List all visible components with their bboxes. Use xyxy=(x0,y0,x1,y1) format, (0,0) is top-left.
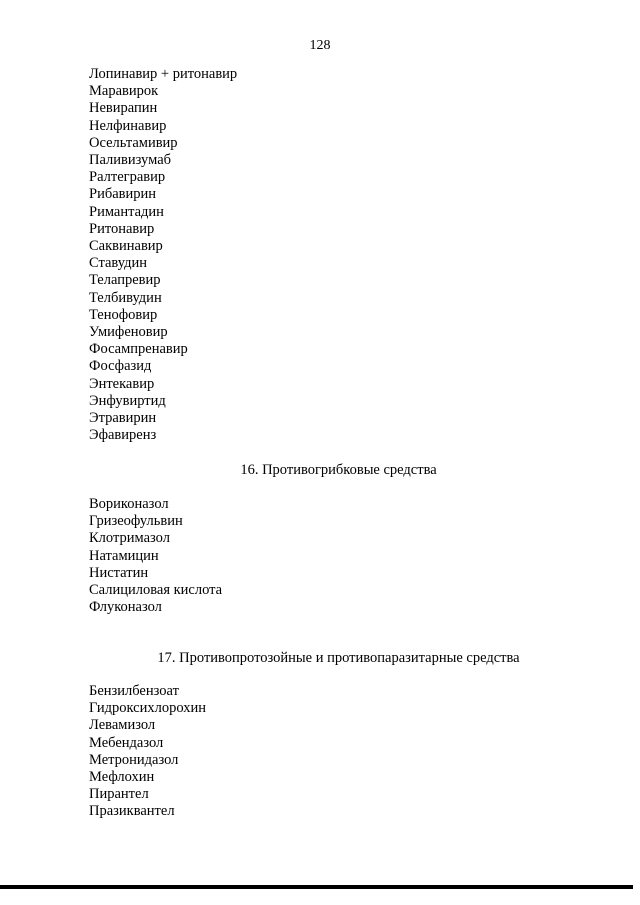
list-item: Левамизол xyxy=(89,717,156,734)
list-item: Этравирин xyxy=(89,410,157,427)
list-item: Паливизумаб xyxy=(89,152,172,169)
list-item: Римантадин xyxy=(89,203,164,220)
list-item: Эфавиренз xyxy=(89,427,157,444)
list-item: Ралтегравир xyxy=(89,169,166,186)
list-item: Фосампренавир xyxy=(89,341,188,358)
list-item: Маравирок xyxy=(89,83,159,100)
list-item: Телапревир xyxy=(89,272,161,289)
list-item: Тенофовир xyxy=(89,306,158,323)
list-item: Телбивудин xyxy=(89,289,162,306)
bottom-rule-divider xyxy=(0,885,633,889)
page-number: 128 xyxy=(309,38,331,53)
list-item: Невирапин xyxy=(89,100,158,117)
antiprotozoal-drug-list xyxy=(89,683,206,821)
antifungal-drug-list xyxy=(89,496,222,616)
list-item: Гризеофульвин xyxy=(89,513,183,530)
list-item: Энфувиртид xyxy=(89,392,166,409)
list-item: Пирантел xyxy=(89,786,149,803)
list-item: Мебендазол xyxy=(89,734,164,751)
list-item: Гидроксихлорохин xyxy=(89,700,206,717)
antiviral-drug-list xyxy=(89,66,237,444)
list-item: Осельтамивир xyxy=(89,134,178,151)
list-item: Бензилбензоат xyxy=(89,683,179,699)
section-heading-antiprotozoal: 17. Противопротозойные и противопаразитарные средства xyxy=(157,650,520,666)
list-item: Лопинавир + ритонавир xyxy=(89,66,238,82)
list-item: Салициловая кислота xyxy=(89,582,223,599)
list-item: Флуконазол xyxy=(89,599,162,616)
list-item: Клотримазол xyxy=(89,530,170,547)
list-item: Вориконазол xyxy=(89,496,169,512)
list-item: Энтекавир xyxy=(89,375,155,392)
list-item: Мефлохин xyxy=(89,769,155,786)
list-item: Саквинавир xyxy=(89,238,163,255)
list-item: Умифеновир xyxy=(89,324,168,341)
list-item: Ритонавир xyxy=(89,220,155,237)
section-heading-antifungals: 16. Противогрибковые средства xyxy=(240,462,437,478)
list-item: Нелфинавир xyxy=(89,117,167,134)
list-item: Фосфазид xyxy=(89,358,152,375)
list-item: Ставудин xyxy=(89,255,148,272)
list-item: Рибавирин xyxy=(89,186,157,203)
list-item: Празиквантел xyxy=(89,803,175,820)
list-item: Натамицин xyxy=(89,547,159,564)
list-item: Метронидазол xyxy=(89,751,179,768)
list-item: Нистатин xyxy=(89,564,149,581)
